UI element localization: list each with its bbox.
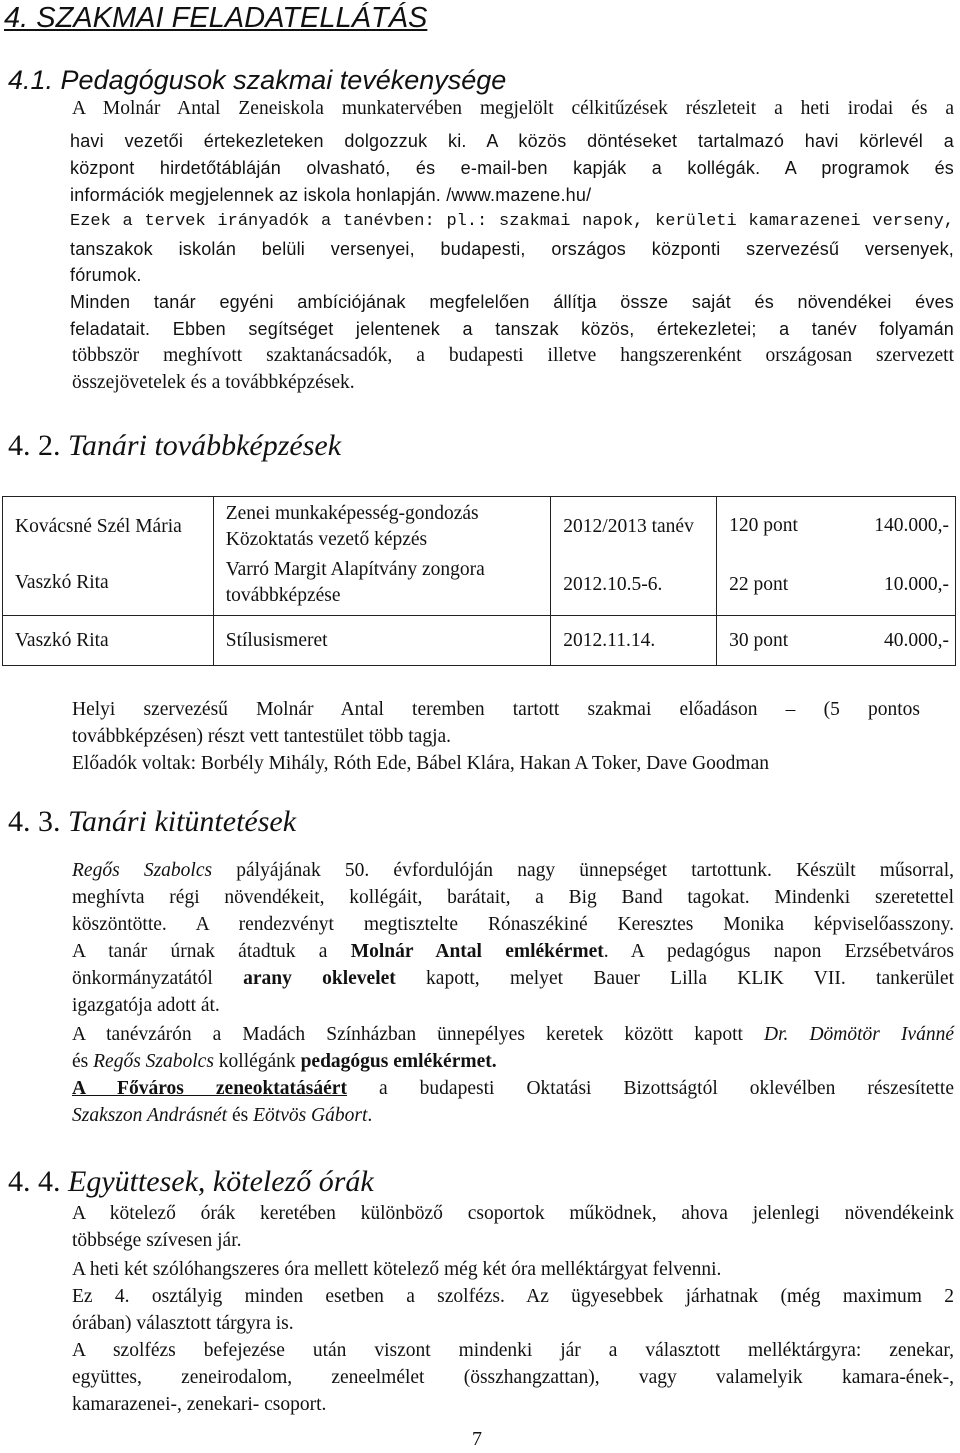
text-line: Szakszon Andrásnét és Eötvös Gábort. — [72, 1105, 373, 1126]
table-cell: 2012.11.14. — [551, 616, 717, 666]
training-table — [2, 496, 956, 666]
table-cell: 10.000,- — [841, 555, 956, 616]
table-cell: Vaszkó Rita — [3, 555, 214, 616]
text-line: A tanévzárón a Madách Színházban ünnepélyes keretek között kapott Dr. Dömötör Ivánné — [72, 1024, 954, 1045]
text-line: többsége szívesen jár. — [72, 1230, 242, 1251]
table-cell: Stílusismeret — [213, 616, 551, 666]
intro-line: feladatait. Ebben segítséget jelentenek a tanszak közös, értekezletei; a tanév folyamán — [70, 319, 954, 339]
text-line: továbbképzésen) részt vett tantestület több tagja. — [72, 726, 452, 747]
intro-line: összejövetelek és a továbbképzések. — [72, 372, 355, 393]
intro-line: többször meghívott szaktanácsadók, a budapesti illetve hangszerenként országosan szervezett — [72, 345, 954, 366]
table-cell: Zenei munkaképesség-gondozás Közoktatás vezető képzés — [213, 497, 551, 556]
intro-line: A Molnár Antal Zeneiskola munkatervében megjelölt célkitűzések részleteit a heti irodai és a — [72, 98, 954, 119]
text-line: órában) választott tárgyra is. — [72, 1313, 294, 1334]
text-line: Helyi szervezésű Molnár Antal teremben tartott szakmai előadáson – (5 pontos — [72, 699, 920, 720]
table-cell: Vaszkó Rita — [3, 616, 214, 666]
table-cell: Kovácsné Szél Mária — [3, 497, 214, 556]
table-row — [3, 555, 956, 616]
intro-line: fórumok. — [70, 265, 142, 285]
table-cell: 30 pont — [717, 616, 841, 666]
page-title: 4. SZAKMAI FELADATELLÁTÁS — [4, 2, 428, 34]
intro-line: központ hirdetőtábláján olvasható, és e-mail-ben kapják a kollégák. A programok és — [70, 158, 954, 178]
intro-line: havi vezetői értekezleteken dolgozzuk ki. A közös döntéseket tartalmazó havi körlevél a — [70, 131, 954, 151]
text-line: A kötelező órák keretében különböző csoportok működnek, ahova jelenlegi növendékeink — [72, 1203, 954, 1224]
page-number: 7 — [472, 1428, 482, 1450]
section-heading-4-3 — [8, 804, 296, 840]
text-line: Ez 4. osztályig minden esetben a szolfézs. Az ügyesebbek járhatnak (még maximum 2 — [72, 1286, 954, 1307]
section-heading-text: Együttesek, kötelező órák — [68, 1165, 374, 1198]
intro-line: Minden tanár egyéni ambíciójának megfelelően állítja össze saját és növendékei éves — [70, 292, 954, 312]
table-cell: Varró Margit Alapítvány zongora továbbképzése — [213, 555, 551, 616]
table-cell: 2012.10.5-6. — [551, 555, 717, 616]
section-heading-text: Tanári kitüntetések — [68, 805, 297, 838]
table-cell: 120 pont — [717, 497, 841, 556]
text-line: meghívta régi növendékeit, kollégáit, barátait, a Big Band tagokat. Mindenki szeretettel — [72, 887, 954, 908]
section-number: 4. 4. — [8, 1165, 61, 1198]
intro-line: Ezek a tervek irányadók a tanévben: pl.: szakmai napok, kerületi kamarazenei verseny, — [70, 212, 954, 231]
text-line: önkormányzatától arany oklevelet kapott, melyet Bauer Lilla KLIK VII. tankerület — [72, 968, 954, 989]
text-line: Előadók voltak: Borbély Mihály, Róth Ede, Bábel Klára, Hakan A Toker, Dave Goodman — [72, 753, 769, 774]
table-cell: 22 pont — [717, 555, 841, 616]
text-line: együttes, zeneirodalom, zeneelmélet (összhangzattan), vagy valamelyik kamara-ének-, — [72, 1367, 954, 1388]
section-heading-4-2 — [8, 428, 341, 464]
text-line: és Regős Szabolcs kollégánk pedagógus emlékérmet. — [72, 1051, 497, 1072]
text-line: A tanár úrnak átadtuk a Molnár Antal emlékérmet. A pedagógus napon Erzsébetváros — [72, 941, 954, 962]
text-line: A heti két szólóhangszeres óra mellett kötelező még két óra melléktárgyat felvenni. — [72, 1259, 722, 1280]
text-line: Regős Szabolcs pályájának 50. évfordulóján nagy ünnepséget tartottunk. Készült műsorral, — [72, 860, 954, 881]
section-number: 4. 3. — [8, 805, 61, 838]
intro-line: tanszakok iskolán belüli versenyei, budapesti, országos központi szervezésű versenyek, — [70, 239, 954, 259]
table-row — [3, 616, 956, 666]
intro-line: információk megjelennek az iskola honlapján. /www.mazene.hu/ — [70, 185, 592, 205]
table-cell: 140.000,- — [841, 497, 956, 556]
section-number: 4. 2. — [8, 429, 61, 462]
text-line: A szolfézs befejezése után viszont mindenki jár a választott melléktárgyra: zenekar, — [72, 1340, 954, 1361]
section-title-4-1: 4.1. Pedagógusok szakmai tevékenysége — [8, 65, 507, 95]
text-line: kamarazenei-, zenekari- csoport. — [72, 1394, 327, 1415]
table-cell: 2012/2013 tanév — [551, 497, 717, 556]
section-heading-text: Tanári továbbképzések — [68, 429, 342, 462]
section-heading-4-4 — [8, 1164, 374, 1200]
text-line: köszöntötte. A rendezvényt megtisztelte Rónaszékiné Keresztes Monika képviselőasszony. — [72, 914, 954, 935]
table-cell: 40.000,- — [841, 616, 956, 666]
text-line: A Főváros zeneoktatásáért a budapesti Oktatási Bizottságtól oklevélben részesítette — [72, 1078, 954, 1099]
table-row — [3, 497, 956, 556]
text-line: igazgatója adott át. — [72, 995, 220, 1016]
